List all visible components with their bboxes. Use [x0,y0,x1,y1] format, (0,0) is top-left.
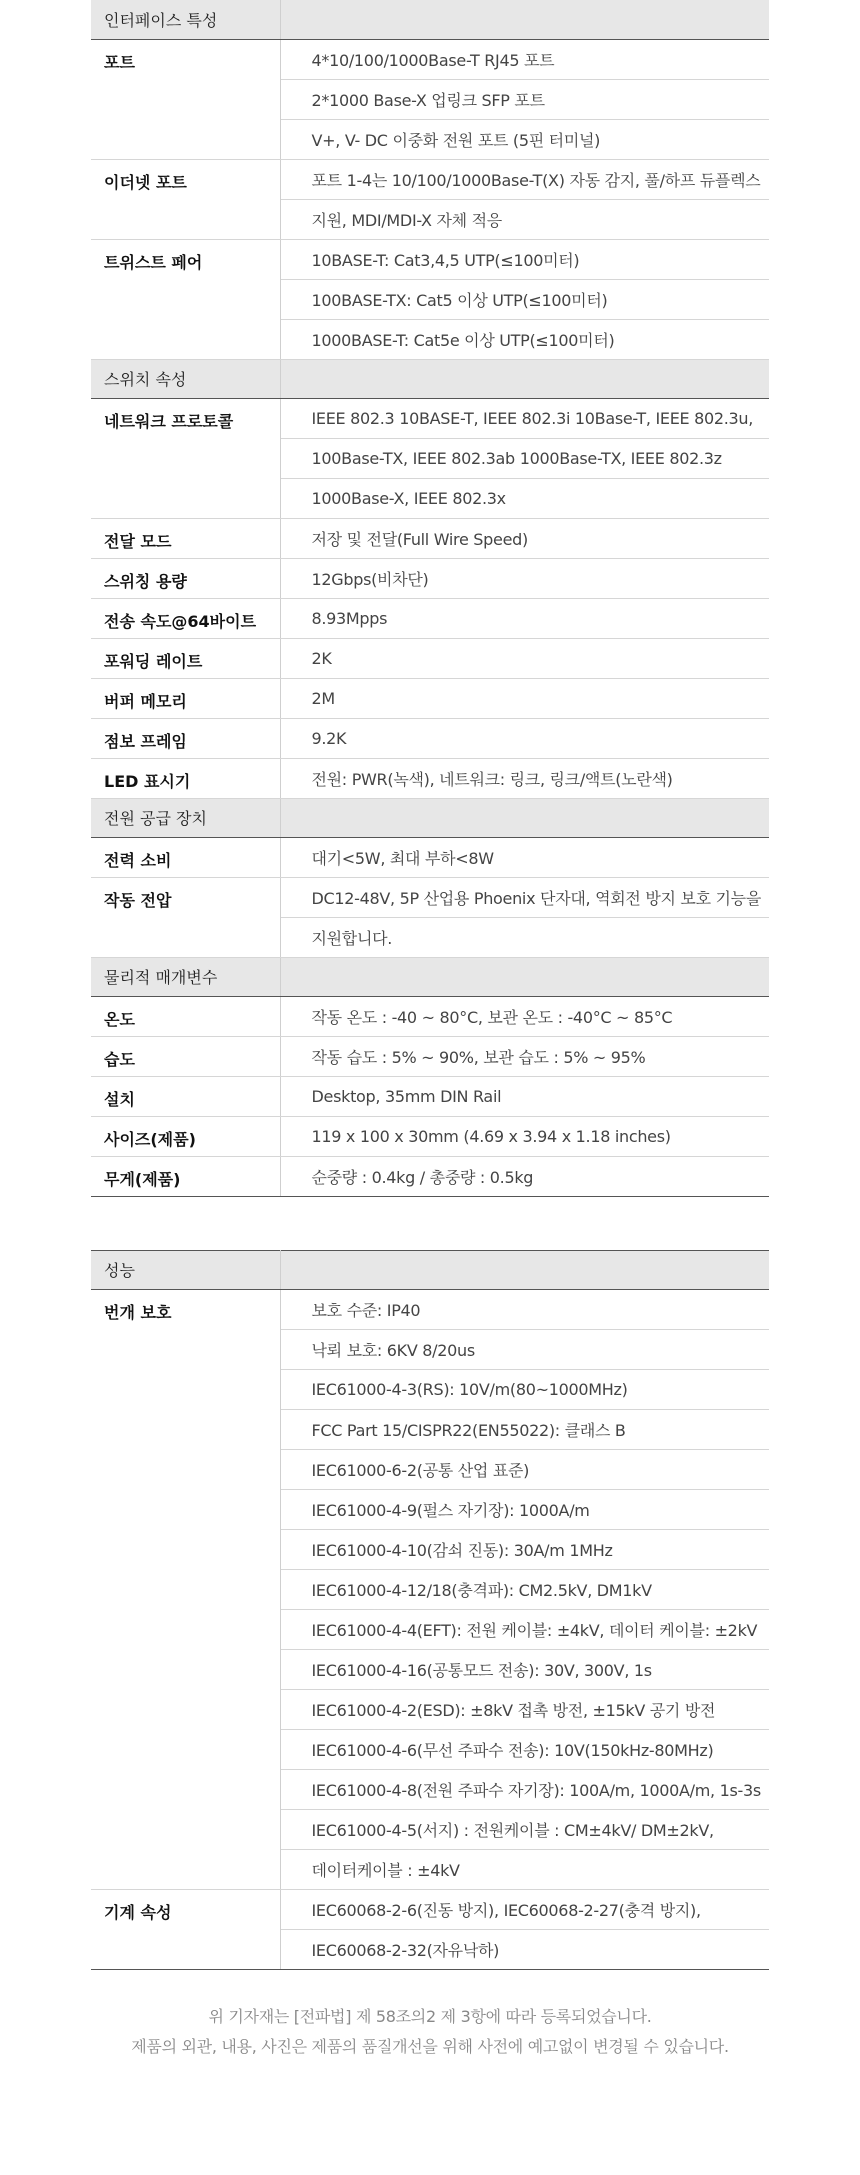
spec-value: 12Gbps(비차단) [280,558,769,598]
table-row [91,1156,769,1196]
notice-line-2: 제품의 외관, 내용, 사진은 제품의 품질개선을 위해 사전에 예고없이 변경될 수 있습니다. [131,2036,729,2056]
spec-value: 100Base-TX, IEEE 802.3ab 1000Base-TX, IEEE 802.3z [280,438,769,478]
table-row [91,558,769,598]
spec-label: 전력 소비 [91,837,280,877]
spec-value: 지원합니다. [280,917,769,957]
spec-page [91,0,769,2062]
spec-label: 트위스트 페어 [91,239,280,359]
spec-value: 10BASE-T: Cat3,4,5 UTP(≤100미터) [280,239,769,279]
spec-label: 번개 보호 [91,1289,280,1889]
table-row [91,239,769,279]
spec-value: 전원: PWR(녹색), 네트워크: 링크, 링크/액트(노란색) [280,758,769,798]
section-header-blank [280,359,769,398]
table-row [91,39,769,79]
table-row [91,398,769,438]
spec-label: 스위칭 용량 [91,558,280,598]
spec-label: 전송 속도@64바이트 [91,598,280,638]
spec-value: IEC61000-4-12/18(충격파): CM2.5kV, DM1kV [280,1569,769,1609]
spec-value: 순중량 : 0.4kg / 총중량 : 0.5kg [280,1156,769,1196]
spec-label: 포트 [91,39,280,159]
spec-value: 낙뢰 보호: 6KV 8/20us [280,1329,769,1369]
section-header [91,798,769,837]
table-row [91,518,769,558]
spec-value: IEC61000-4-9(펄스 자기장): 1000A/m [280,1489,769,1529]
spec-value: IEC61000-4-6(무선 주파수 전송): 10V(150kHz-80MHz) [280,1729,769,1769]
table-row [91,1076,769,1116]
spec-value: 1000BASE-T: Cat5e 이상 UTP(≤100미터) [280,319,769,359]
table-row [91,638,769,678]
table-row [91,1116,769,1156]
spec-label: 사이즈(제품) [91,1116,280,1156]
spec-value: 작동 온도 : -40 ~ 80°C, 보관 온도 : -40°C ~ 85°C [280,996,769,1036]
table-row [91,718,769,758]
spec-label: 온도 [91,996,280,1036]
spec-value: 1000Base-X, IEEE 802.3x [280,478,769,518]
spec-label: 기계 속성 [91,1889,280,1969]
spec-value: IEC61000-4-3(RS): 10V/m(80~1000MHz) [280,1369,769,1409]
spec-value: 데이터케이블 : ±4kV [280,1849,769,1889]
spec-value: 9.2K [280,718,769,758]
spec-value: DC12-48V, 5P 산업용 Phoenix 단자대, 역회전 방지 보호 기능을 [280,877,769,917]
section-title: 인터페이스 특성 [91,0,280,39]
spec-value: 2M [280,678,769,718]
spec-label: 습도 [91,1036,280,1076]
section-title: 스위치 속성 [91,359,280,398]
table-row [91,758,769,798]
spec-label: 포워딩 레이트 [91,638,280,678]
spec-value: 4*10/100/1000Base-T RJ45 포트 [280,39,769,79]
spec-value: 8.93Mpps [280,598,769,638]
spec-value: 저장 및 전달(Full Wire Speed) [280,518,769,558]
spec-label: 버퍼 메모리 [91,678,280,718]
table-row [91,598,769,638]
table-row [91,1289,769,1329]
spec-value: V+, V- DC 이중화 전원 포트 (5핀 터미널) [280,119,769,159]
legal-notice [91,2002,769,2062]
section-title: 성능 [91,1250,280,1289]
spec-value: IEC61000-4-4(EFT): 전원 케이블: ±4kV, 데이터 케이블: ±2kV [280,1609,769,1649]
spec-value: 119 x 100 x 30mm (4.69 x 3.94 x 1.18 inches) [280,1116,769,1156]
spec-value: 작동 습도 : 5% ~ 90%, 보관 습도 : 5% ~ 95% [280,1036,769,1076]
section-header [91,0,769,39]
table-row [91,996,769,1036]
spec-table-2 [91,1250,769,1970]
table-row [91,678,769,718]
spec-value: 포트 1-4는 10/100/1000Base-T(X) 자동 감지, 풀/하프 듀플렉스 [280,159,769,199]
spec-value: 보호 수준: IP40 [280,1289,769,1329]
spec-value: IEC61000-4-2(ESD): ±8kV 접촉 방전, ±15kV 공기 방전 [280,1689,769,1729]
spec-value: FCC Part 15/CISPR22(EN55022): 클래스 B [280,1409,769,1449]
spec-label: 전달 모드 [91,518,280,558]
spec-value: IEC61000-4-16(공통모드 전송): 30V, 300V, 1s [280,1649,769,1689]
table-row [91,837,769,877]
spec-value: 대기<5W, 최대 부하<8W [280,837,769,877]
section-header-blank [280,1250,769,1289]
table-row [91,877,769,917]
table-row [91,159,769,199]
spec-label: 이더넷 포트 [91,159,280,239]
spec-value: IEC60068-2-6(진동 방지), IEC60068-2-27(충격 방지), [280,1889,769,1929]
spec-label: 네트워크 프로토콜 [91,398,280,518]
spec-value: 100BASE-TX: Cat5 이상 UTP(≤100미터) [280,279,769,319]
section-header [91,957,769,996]
spec-label: 설치 [91,1076,280,1116]
spec-value: IEC60068-2-32(자유낙하) [280,1929,769,1969]
spec-label: LED 표시기 [91,758,280,798]
section-header [91,1250,769,1289]
section-header-blank [280,0,769,39]
section-title: 물리적 매개변수 [91,957,280,996]
spec-value: IEC61000-4-5(서지) : 전원케이블 : CM±4kV/ DM±2kV, [280,1809,769,1849]
spec-value: Desktop, 35mm DIN Rail [280,1076,769,1116]
notice-line-1: 위 기자재는 [전파법] 제 58조의2 제 3항에 따라 등록되었습니다. [208,2006,652,2026]
spec-value: 2K [280,638,769,678]
spec-value: 지원, MDI/MDI-X 자체 적응 [280,199,769,239]
spec-label: 작동 전압 [91,877,280,957]
spec-table-1 [91,0,769,1197]
spec-value: IEEE 802.3 10BASE-T, IEEE 802.3i 10Base-T, IEEE 802.3u, [280,398,769,438]
spec-value: 2*1000 Base-X 업링크 SFP 포트 [280,79,769,119]
section-header-blank [280,798,769,837]
table-row [91,1036,769,1076]
spec-value: IEC61000-4-8(전원 주파수 자기장): 100A/m, 1000A/m, 1s-3s [280,1769,769,1809]
section-header-blank [280,957,769,996]
section-header [91,359,769,398]
spec-label: 무게(제품) [91,1156,280,1196]
spec-value: IEC61000-4-10(감쇠 진동): 30A/m 1MHz [280,1529,769,1569]
section-title: 전원 공급 장치 [91,798,280,837]
table-row [91,1889,769,1929]
spec-value: IEC61000-6-2(공통 산업 표준) [280,1449,769,1489]
spec-label: 점보 프레임 [91,718,280,758]
